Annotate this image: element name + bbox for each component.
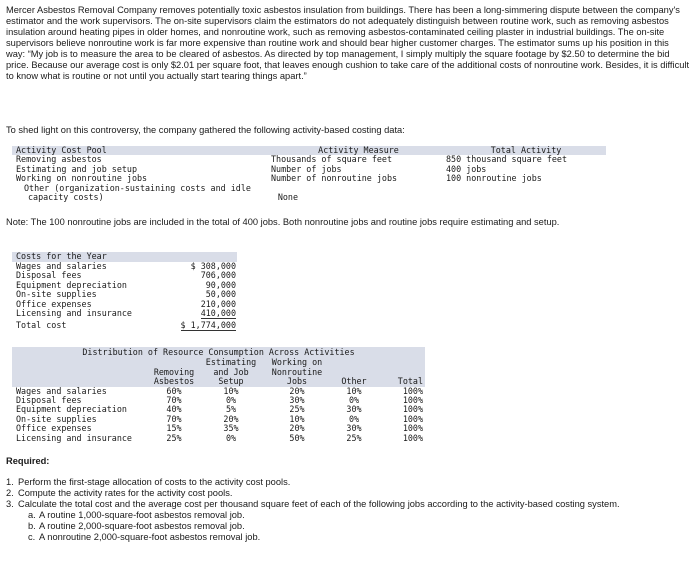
- item-text: Perform the first-stage allocation of costs to the activity cost pools.: [18, 477, 291, 487]
- cell-removing: 70%: [166, 395, 182, 406]
- header-removing: Asbestos: [153, 376, 195, 387]
- costs-table: [12, 252, 237, 330]
- distribution-table: [12, 347, 425, 443]
- pool-measure: Thousands of square feet: [271, 154, 393, 165]
- cost-label: Office expenses: [16, 298, 92, 309]
- cell-total: 100%: [402, 404, 423, 415]
- header-total: Total: [397, 376, 423, 387]
- cell-estimating: 35%: [223, 423, 239, 434]
- pool-total: 850 thousand square feet: [446, 154, 568, 165]
- row-label: On-site supplies: [16, 413, 97, 424]
- cost-label: Disposal fees: [16, 270, 82, 280]
- header-estimating: Setup: [218, 376, 244, 387]
- cost-value: 50,000: [205, 289, 236, 299]
- subitem-text: A routine 1,000-square-foot asbestos removal job.: [39, 510, 245, 520]
- pool-name: Working on nonroutine jobs: [16, 173, 148, 184]
- cell-total: 100%: [402, 413, 423, 424]
- list-subitem: [6, 510, 696, 521]
- costs-header: Costs for the Year: [16, 251, 107, 261]
- row-label: Licensing and insurance: [16, 432, 132, 443]
- cost-value: 210,000: [200, 298, 236, 309]
- pool-name: Other (organization-sustaining costs and idle: [24, 182, 251, 193]
- header-estimating: Estimating: [205, 357, 257, 368]
- item-number: 1.: [6, 477, 14, 487]
- note-paragraph: Note: The 100 nonroutine jobs are included in the total of 400 jobs. Both nonroutine jobs and routine jobs require estimating and setup.: [6, 217, 560, 227]
- item-number: 2.: [6, 488, 14, 498]
- cost-label: On-site supplies: [16, 289, 97, 299]
- list-item: [6, 499, 696, 510]
- cell-working: 50%: [289, 432, 305, 443]
- header-removing: Removing: [153, 366, 195, 377]
- total-label: Total cost: [16, 319, 67, 330]
- total-value-text: $ 1,774,000: [180, 319, 236, 330]
- subitem-letter: b.: [28, 521, 36, 531]
- row-label: Wages and salaries: [16, 385, 107, 396]
- cost-value: [166, 309, 236, 319]
- cell-working: 10%: [289, 413, 305, 424]
- header-activity-cost-pool: Activity Cost Pool: [16, 145, 107, 155]
- cell-working: 30%: [289, 395, 305, 406]
- cell-working: 25%: [289, 404, 305, 415]
- cell-total: 100%: [402, 423, 423, 434]
- pool-name-continued: capacity costs): [28, 192, 104, 203]
- subitem-letter: c.: [28, 532, 36, 542]
- header-working: Nonroutine: [271, 366, 323, 377]
- header-working: Jobs: [286, 376, 308, 387]
- cell-working: 20%: [289, 423, 305, 434]
- pool-measure: None: [277, 192, 298, 203]
- pool-total: 100 nonroutine jobs: [446, 173, 542, 184]
- cell-other: 0%: [348, 413, 360, 424]
- activity-cost-pool-table: [12, 146, 606, 202]
- cell-other: 10%: [346, 385, 362, 396]
- requirements-list: [6, 477, 696, 543]
- distribution-header: [12, 347, 425, 387]
- row-label: Office expenses: [16, 423, 92, 434]
- cell-estimating: 10%: [223, 385, 239, 396]
- subitem-text: A routine 2,000-square-foot asbestos removal job.: [39, 521, 245, 531]
- cell-removing: 15%: [166, 423, 182, 434]
- shed-light-sentence: To shed light on this controversy, the company gathered the following activity-based costing data:: [6, 125, 405, 135]
- cell-other: 30%: [346, 423, 362, 434]
- cell-removing: 40%: [166, 404, 182, 415]
- pool-measure: Number of jobs: [271, 163, 342, 174]
- list-item: [6, 488, 696, 499]
- cost-value: 90,000: [205, 279, 236, 290]
- pool-total: 400 jobs: [446, 163, 487, 174]
- pool-name: Removing asbestos: [16, 154, 102, 165]
- table-row: [12, 193, 606, 202]
- list-item: [6, 477, 696, 488]
- cost-value: 706,000: [200, 270, 236, 280]
- header-total-activity: Total Activity: [490, 145, 562, 155]
- pool-measure: Number of nonroutine jobs: [271, 173, 398, 184]
- total-value: [166, 321, 236, 331]
- cell-removing: 60%: [166, 385, 182, 396]
- cell-estimating: 0%: [225, 432, 237, 443]
- cell-working: 20%: [289, 385, 305, 396]
- item-number: 3.: [6, 499, 14, 509]
- table-row: [12, 309, 237, 319]
- header-estimating: and Job: [213, 366, 249, 377]
- cell-other: 0%: [348, 395, 360, 406]
- cell-estimating: 5%: [225, 404, 237, 415]
- pool-name: Estimating and job setup: [16, 163, 138, 174]
- distribution-title: Distribution of Resource Consumption Across Activities: [82, 347, 355, 357]
- table-row: [12, 434, 425, 443]
- cell-estimating: 0%: [225, 395, 237, 406]
- item-text: Compute the activity rates for the activity cost pools.: [18, 488, 233, 498]
- cell-total: 100%: [402, 385, 423, 396]
- cell-removing: 70%: [166, 413, 182, 424]
- header-activity-measure: Activity Measure: [318, 145, 399, 155]
- cell-other: 30%: [346, 404, 362, 415]
- header-other: Other: [341, 376, 367, 387]
- required-heading: Required:: [6, 456, 50, 466]
- list-subitem: [6, 532, 696, 543]
- cost-label: Licensing and insurance: [16, 308, 132, 318]
- cost-label: Equipment depreciation: [16, 279, 127, 290]
- intro-paragraph: Mercer Asbestos Removal Company removes potentially toxic asbestos insulation from buildings. There has been a long-simmering dispute between the company's estimator and the work supervisors. The on-site supervisors claim the estimators do not adequately distinguish between routine work, such as removing asbestos insulation around heating pipes in older homes, and nonroutine work, such as removing asbestos-contaminated ceiling plaster in industrial buildings. The on-site supervisors believe nonroutine work is far more expensive than routine work and should bear higher customer charges. The estimator sums up his position in this way: “My job is to measure the area to be cleared of asbestos. As directed by top management, I simply multiply the square footage by $2.50 to determine the bid price. Because our average cost is only $2.01 per square foot, that leaves enough cushion to take care of the additional costs of nonroutine work. Besides, it is difficult to know what is routine or not until you actually start tearing things apart.”: [6, 5, 690, 81]
- item-text: Calculate the total cost and the average cost per thousand square feet of each of the following jobs according to the activity-based costing system.: [18, 499, 620, 509]
- row-label: Disposal fees: [16, 395, 82, 406]
- subitem-text: A nonroutine 2,000-square-foot asbestos removal job.: [39, 532, 261, 542]
- cost-label: Wages and salaries: [16, 260, 107, 271]
- cell-total: 100%: [402, 432, 423, 443]
- cost-value: $ 308,000: [190, 260, 236, 271]
- cell-total: 100%: [402, 395, 423, 406]
- cell-removing: 25%: [166, 432, 182, 443]
- cell-estimating: 20%: [223, 413, 239, 424]
- row-label: Equipment depreciation: [16, 404, 127, 415]
- cost-value-text: 410,000: [200, 308, 236, 318]
- cell-other: 25%: [346, 432, 362, 443]
- subitem-letter: a.: [28, 510, 36, 520]
- total-row: [12, 321, 237, 331]
- list-subitem: [6, 521, 696, 532]
- header-working: Working on: [271, 357, 323, 368]
